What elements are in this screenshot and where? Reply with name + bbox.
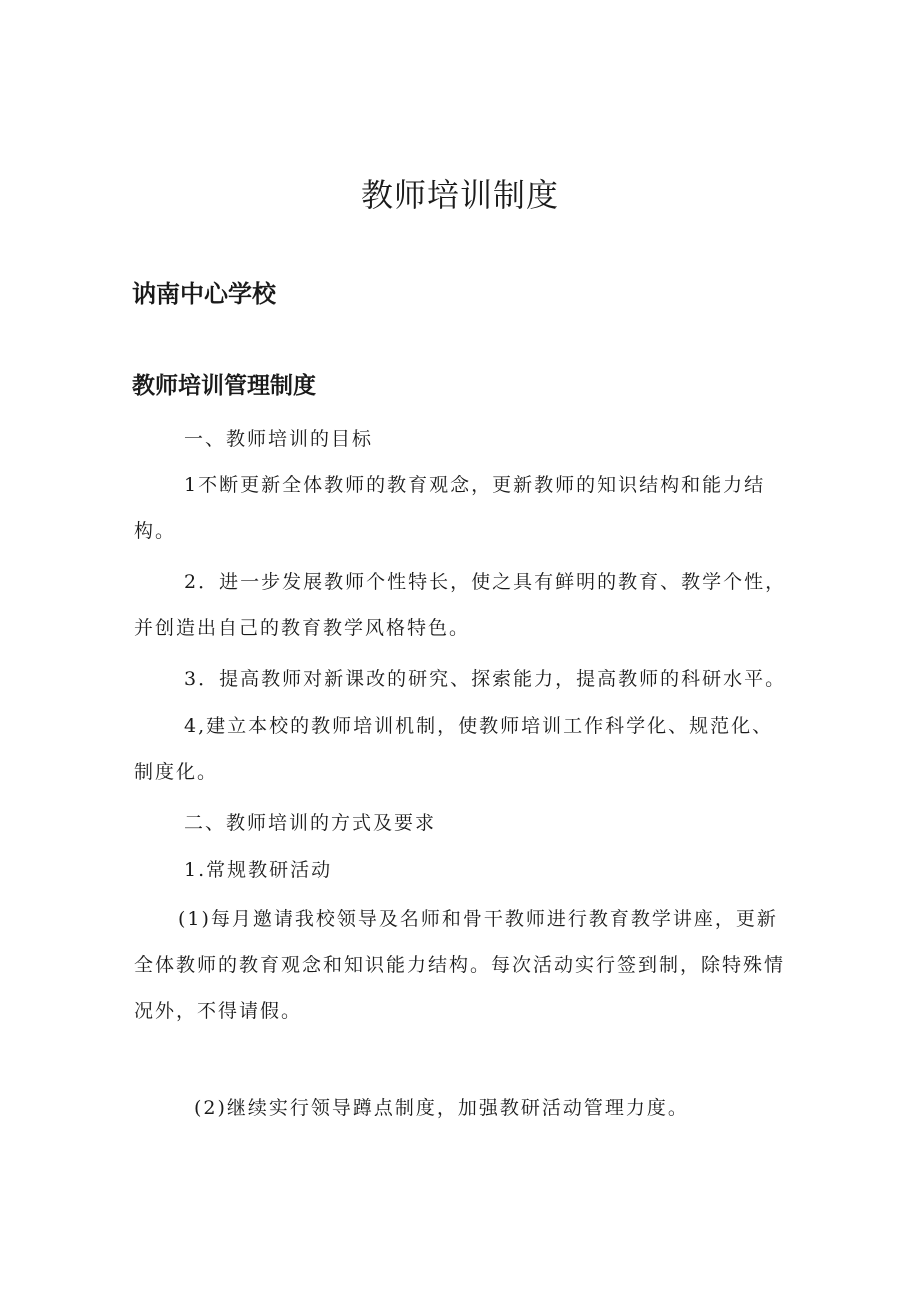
goal-item-2: 2．进一步发展教师个性特长，使之具有鲜明的教育、教学个性，并创造出自己的教育教学风格特色。: [134, 571, 787, 639]
method-item-1: 1.常规教研活动: [184, 859, 333, 881]
school-name: 讷南中心学校: [132, 280, 276, 308]
heading-methods: 二、教师培训的方式及要求: [184, 812, 437, 834]
document-title: 教师培训制度: [360, 176, 559, 214]
method-subitem-1: (1)每月邀请我校领导及名师和骨干教师进行教育教学讲座，更新全体教师的教育观念和知识能力结构。每次活动实行签到制，除特殊情况外，不得请假。: [134, 908, 786, 1022]
section-title: 教师培训管理制度: [132, 373, 316, 399]
heading-goals: 一、教师培训的目标: [184, 428, 374, 450]
goal-item-3: 3．提高教师对新课改的研究、探索能力，提高教师的科研水平。: [184, 668, 787, 690]
goal-item-1: 1不断更新全体教师的教育观念，更新教师的知识结构和能力结构。: [134, 474, 766, 542]
method-subitem-2: (2)继续实行领导蹲点制度，加强教研活动管理力度。: [194, 1097, 689, 1119]
goal-item-4: 4,建立本校的教师培训机制，使教师培训工作科学化、规范化、制度化。: [134, 715, 774, 783]
